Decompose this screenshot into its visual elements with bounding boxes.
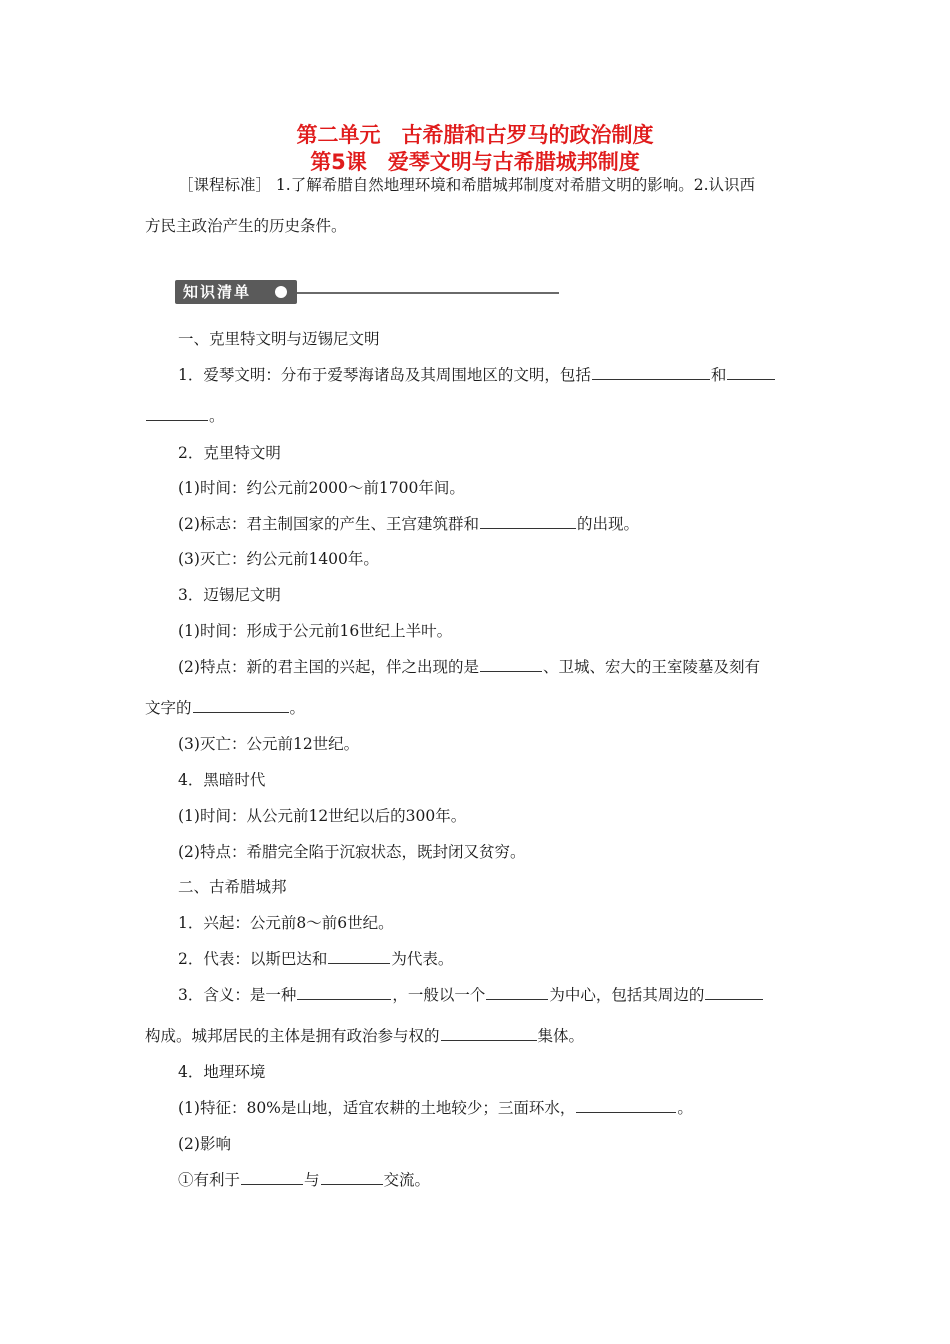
city-3-mid1: ，一般以一个 bbox=[392, 986, 486, 1004]
blank-6 bbox=[193, 697, 289, 713]
city-4-2-1 bbox=[178, 1169, 430, 1191]
city-4-2-1-text: ①有利于 bbox=[178, 1171, 241, 1189]
blank-5 bbox=[480, 656, 542, 672]
item-3-3: (3)灭亡：公元前12世纪。 bbox=[178, 735, 360, 753]
blank-10 bbox=[705, 984, 763, 1000]
item-3-2-line2 bbox=[145, 697, 305, 719]
blank-3 bbox=[146, 405, 208, 421]
item-2-2-text: (2)标志：君主制国家的产生、王宫建筑群和 bbox=[178, 515, 479, 533]
city-4: 4．地理环境 bbox=[178, 1063, 266, 1081]
city-2 bbox=[178, 948, 453, 970]
item-2: 2．克里特文明 bbox=[178, 444, 281, 462]
city-3-text: 3．含义：是一种 bbox=[178, 986, 297, 1004]
item-1-and: 和 bbox=[710, 366, 727, 384]
city-2-end: 为代表。 bbox=[391, 950, 454, 968]
city-4-1-text: (1)特征：80%是山地，适宜农耕的土地较少；三面环水， bbox=[178, 1099, 576, 1117]
item-2-2 bbox=[178, 513, 639, 535]
city-4-1-end: 。 bbox=[677, 1099, 693, 1117]
city-4-2-1-end: 交流。 bbox=[383, 1171, 431, 1189]
item-3: 3．迈锡尼文明 bbox=[178, 586, 281, 604]
item-4-2: (2)特点：希腊完全陷于沉寂状态，既封闭又贫穷。 bbox=[178, 843, 526, 861]
item-1-text: 1．爱琴文明：分布于爱琴海诸岛及其周围地区的文明，包括 bbox=[178, 366, 591, 384]
item-2-2-end: 的出现。 bbox=[576, 515, 639, 533]
city-1: 1．兴起：公元前8～前6世纪。 bbox=[178, 914, 394, 932]
city-3-line2 bbox=[145, 1025, 584, 1047]
item-1-line1 bbox=[178, 364, 776, 386]
city-3-mid2: 为中心，包括其周边的 bbox=[549, 986, 705, 1004]
item-2-1: (1)时间：约公元前2000～前1700年间。 bbox=[178, 479, 465, 497]
blank-14 bbox=[321, 1169, 383, 1185]
blank-1 bbox=[592, 364, 710, 380]
item-1-line2 bbox=[145, 405, 225, 427]
blank-11 bbox=[441, 1025, 537, 1041]
section-label-text: 知识清单 bbox=[183, 283, 252, 301]
item-3-2-cont: 文字的 bbox=[145, 699, 192, 717]
blank-9 bbox=[486, 984, 548, 1000]
course-standard-line1: ［课程标准］ 1.了解希腊自然地理环境和希腊城邦制度对希腊文明的影响。2.认识西 bbox=[178, 176, 756, 194]
item-3-2-line1 bbox=[178, 656, 760, 678]
city-3-cont: 构成。城邦居民的主体是拥有政治参与权的 bbox=[145, 1027, 440, 1045]
item-4: 4．黑暗时代 bbox=[178, 771, 266, 789]
city-4-2-1-and: 与 bbox=[304, 1171, 320, 1189]
item-1-end: 。 bbox=[209, 407, 225, 425]
section-rule bbox=[297, 292, 559, 294]
item-3-2-end: 。 bbox=[289, 699, 306, 717]
unit-title: 第二单元 古希腊和古罗马的政治制度 bbox=[296, 123, 654, 147]
blank-13 bbox=[241, 1169, 303, 1185]
section-header bbox=[175, 280, 560, 304]
city-3-end: 集体。 bbox=[537, 1027, 585, 1045]
blank-2 bbox=[727, 364, 775, 380]
section-dot-icon bbox=[275, 286, 287, 298]
heading-2: 二、古希腊城邦 bbox=[178, 878, 287, 896]
item-4-1: (1)时间：从公元前12世纪以后的300年。 bbox=[178, 807, 467, 825]
city-4-1 bbox=[178, 1097, 693, 1119]
item-3-1: (1)时间：形成于公元前16世纪上半叶。 bbox=[178, 622, 453, 640]
blank-4 bbox=[480, 513, 576, 529]
city-3-line1 bbox=[178, 984, 764, 1006]
blank-7 bbox=[328, 948, 390, 964]
blank-12 bbox=[576, 1097, 676, 1113]
heading-1: 一、克里特文明与迈锡尼文明 bbox=[178, 330, 380, 348]
item-3-2-mid: 、卫城、宏大的王室陵墓及刻有 bbox=[542, 658, 760, 676]
course-standard-line2: 方民主政治产生的历史条件。 bbox=[145, 217, 347, 235]
item-2-3: (3)灭亡：约公元前1400年。 bbox=[178, 550, 379, 568]
city-4-2: (2)影响 bbox=[178, 1135, 231, 1153]
item-3-2-text: (2)特点：新的君主国的兴起，伴之出现的是 bbox=[178, 658, 479, 676]
city-2-text: 2．代表：以斯巴达和 bbox=[178, 950, 328, 968]
lesson-title: 第5课 爱琴文明与古希腊城邦制度 bbox=[310, 150, 640, 174]
blank-8 bbox=[297, 984, 391, 1000]
